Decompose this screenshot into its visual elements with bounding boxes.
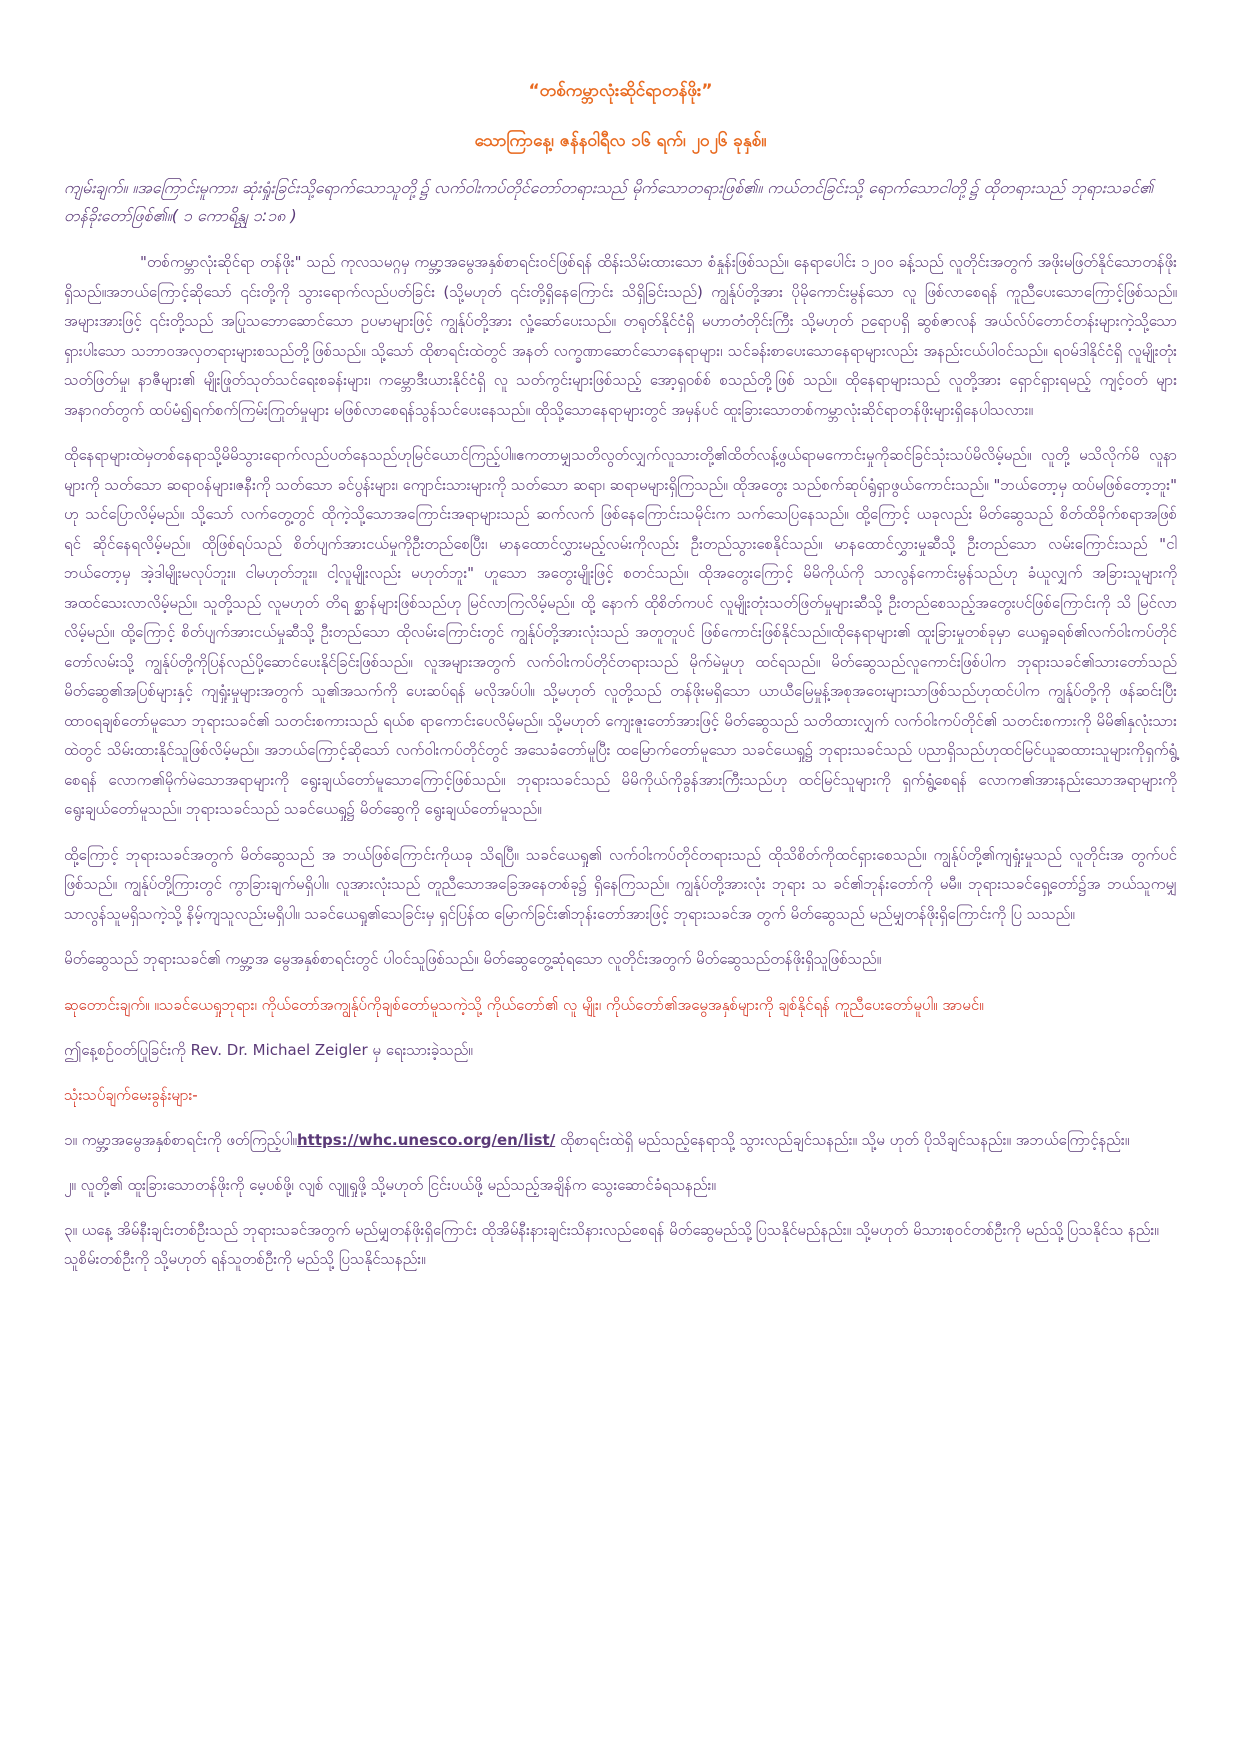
author-credit: ဤနေ့စဉ်ဝတ်ပြုခြင်းကို Rev. Dr. Michael Zeigler မှ ရေးသားခဲ့သည်။ xyxy=(64,1040,473,1059)
question-1-text-after: ထိုစာရင်းထဲရှိ မည်သည့်နေရာသို့ သွားလည်ချင်သနည်း။ သို့မ ဟုတ် ပိုသိချင်သနည်း။ အဘယ်ကြောင့်နည်း။ xyxy=(555,1130,1130,1149)
question-3: ၃။ ယနေ့ အိမ်နီးချင်းတစ်ဦးသည် ဘုရားသခင်အတွက် မည်မျှတန်ဖိုးရှိကြောင်း ထိုအိမ်နီးနားချင်းသိနားလည်စေရန် မိတ်ဆွေမည်သို့ပြသနိုင်မည်နည်း။ သို့မဟုတ် မိသားစုဝင်တစ်ဦးကို မည်သို့ပြသနိုင်သ နည်း။ သူစိမ်းတစ်ဦးကို သို့မဟုတ် ရန်သူတစ်ဦးကို မည်သို့ ပြသနိုင်သနည်း။ xyxy=(64,1220,1159,1268)
question-2: ၂။ လူတို့၏ ထူးခြားသောတန်ဖိုးကို မေ့ပစ်ဖို့၊ လျစ် လျူရှုဖို့ သို့မဟုတ် ငြင်းပယ်ဖို့ မည်သည့်အချိန်က သွေးဆောင်ခံရသနည်း။ xyxy=(64,1175,716,1194)
reflection-questions-heading: သုံးသပ်ချက်မေးခွန်းများ- xyxy=(64,1085,198,1104)
unesco-list-link[interactable]: https://whc.unesco.org/en/list/ xyxy=(296,1130,556,1149)
body-paragraph-1: "တစ်ကမ္ဘာလုံးဆိုင်ရာ တန်ဖိုး" သည် ကုလသမဂ္ဂမှ ကမ္ဘာ့အမွေအနှစ်စာရင်းဝင်ဖြစ်ရန် ထိန်းသိမ်းထားသော စံနှုန်းဖြစ်သည်။ နေရာပေါင်း ၁၂၀၀ ခန့်သည် လူတိုင်းအတွက် အဖိုးမဖြတ်နိုင်သောတန်ဖိုးရှိသည်။အဘယ်ကြောင့်ဆိုသော် ၎င်းတို့ကို သွားရောက်လည်ပတ်ခြင်း (သို့မဟုတ် ၎င်းတို့ရှိနေကြောင်း သိရှိခြင်းသည်) ကျွန်ုပ်တို့အား ပိုမိုကောင်းမွန်သော လူ ဖြစ်လာစေရန် ကူညီပေးသောကြောင့်ဖြစ်သည်။ အများအားဖြင့် ၎င်းတို့သည် အပြုသဘောဆောင်သော ဥပမာများဖြင့် ကျွန်ုပ်တို့အား လှုံ့ဆော်ပေးသည်။ တရုတ်နိုင်ငံရှိ မဟာတံတိုင်းကြီး သို့မဟုတ် ဉရောပရှိ ဆွစ်ဇာလန် အယ်လ်ပ်တောင်တန်းများကဲ့သို့သော ရှားပါးသော သဘာဝအလှတရားများစသည်တို့ဖြစ်သည်။ သို့သော် ထိုစာရင်းထဲတွင် အနတ် လက္ခဏာဆောင်သောနေရာများ၊ သင်ခန်းစာပေးသောနေရာများလည်း အနည်းငယ်ပါဝင်သည်။ ရဝမ်ဒါနိုင်ငံရှိ လူမျိုးတုံးသတ်ဖြတ်မှု၊ နာဇီများ၏ မျိုးဖြုတ်သုတ်သင်ရေးစခန်းများ၊ ကမ္ဘောဒီးယားနိုင်ငံရှိ လူ သတ်ကွင်းများဖြစ်သည့် အော့ရှဝစ်စ် စသည်တို့ဖြစ် သည်။ ထိုနေရာများသည် လူတို့အား ရှောင်ရှားရမည့် ကျင့်ဝတ် များအနာဂတ်တွက် ထပ်မံ၍ရက်စက်ကြမ်းကြုတ်မှုများ မဖြစ်လာစေရန်သွန်သင်ပေးနေသည်။ ထိုသို့သောနေရာများတွင် အမှန်ပင် ထူးခြားသောတစ်ကမ္ဘာလုံးဆိုင်ရာတန်ဖိုးများရှိနေပါသလား။ xyxy=(64,253,1177,419)
body-paragraph-3: ထို့ကြောင့် ဘုရားသခင်အတွက် မိတ်ဆွေသည် အ ဘယ်ဖြစ်ကြောင်းကိုယခု သိရပြီ။ သခင်ယေရှု၏ လက်ဝါးကပ်တိုင်တရားသည် ထိုသိစိတ်ကိုထင်ရှားစေသည်။ ကျွန်ုပ်တို့၏ကျရှုံးမှုသည် လူတိုင်းအ တွက်ပင်ဖြစ်သည်။ ကျွန်ုပ်တို့ကြားတွင် ကွာခြားချက်မရှိပါ။ လူအားလုံးသည် တူညီသောအခြေအနေတစ်ခု၌ ရှိနေကြသည်။ ကျွန်ုပ်တို့အားလုံး ဘုရား သ ခင်၏ဘုန်းတော်ကို မမီ။ ဘုရားသခင်ရှေ့တော်၌အ ဘယ်သူကမျှ သာလွန်သူမရှိသကဲ့သို့ နိမ့်ကျသူလည်းမရှိပါ။ သခင်ယေရှု၏သေခြင်းမှ ရှင်ပြန်ထ မြောက်ခြင်း၏ဘုန်းတော်အားဖြင့် ဘုရားသခင်အ တွက် မိတ်ဆွေသည် မည်မျှတန်ဖိုးရှိကြောင်းကို ပြ သသည်။ xyxy=(64,845,1177,923)
date-line: သောကြာနေ့၊ ဇန်နဝါရီလ ၁၆ ရက်၊ ၂၀၂၆ ခုနှစ်။ xyxy=(474,131,767,151)
prayer: ဆုတောင်းချက်။ ။သခင်ယေရှုဘုရား၊ ကိုယ်တော်အကျွန်ုပ်ကိုချစ်တော်မူသကဲ့သို့ ကိုယ်တော်၏ လူ မျိုး၊ ကိုယ်တော်၏အမွေအနှစ်များကို ချစ်နိုင်ရန် ကူညီပေးတော်မူပါ။ အာမင်။ xyxy=(64,995,984,1014)
scripture-verse: ကျမ်းချက်။ ။အကြောင်းမူကား၊ ဆုံးရှုံးခြင်းသို့ရောက်သောသူတို့၌ လက်ဝါးကပ်တိုင်တော်တရားသည် မိုက်သောတရားဖြစ်၏။ ကယ်တင်ခြင်းသို့ ရောက်သောငါတို့၌ ထိုတရားသည် ဘုရားသခင်၏ တန်ခိုးတော်ဖြစ်၏။( ၁ ကောရိန္သု ၁:၁၈ ) xyxy=(64,178,1154,225)
page-title: “တစ်ကမ္ဘာလုံးဆိုင်ရာတန်ဖိုး” xyxy=(528,81,713,101)
body-paragraph-2: ထိုနေရာများထဲမှတစ်နေရာသို့မိမိသွားရောက်လည်ပတ်နေသည်ဟုမြင်ယောင်ကြည့်ပါ။ဧကတာမျှသတိလွတ်လျှက်လူသားတို့၏ထိတ်လန့်ဖွယ်ရာမကောင်းမှုကိုဆင်ခြင်သုံးသပ်မိလိမ့်မည်။ လူတို့ မသိလိုက်မိ လူနာများကို သတ်သော ဆရာဝန်များ၊ဇနီးကို သတ်သော ခင်ပွန်းများ၊ ကျောင်းသားများကို သတ်သော ဆရာ၊ ဆရာမများရှိကြသည်။ ထိုအတွေး သည်စက်ဆုပ်ရွံရှာဖွယ်ကောင်းသည်။ "ဘယ်တော့မှ ထပ်မဖြစ်တော့ဘူး" ဟု သင်ပြောလိမ့်မည်။ သို့သော် လက်တွေ့တွင် ထိုကဲ့သို့သောအကြောင်းအရာများသည် ဆက်လက် ဖြစ်နေကြောင်းသမိုင်းက သက်သေပြနေသည်။ ထို့ကြောင့် ယခုလည်း မိတ်ဆွေသည် စိတ်ထိခိုက်စရာအဖြစ် ရင် ဆိုင်နေရလိမ့်မည်။ ထိုဖြစ်ရပ်သည် စိတ်ပျက်အားငယ်မှုကိုဦးတည်စေပြီး၊ မာနထောင်လွှားမည့်လမ်းကိုလည်း ဦးတည်သွားစေနိုင်သည်။ မာနထောင်လွှားမှုဆီသို့ ဦးတည်သော လမ်းကြောင်းသည် "ငါ ဘယ်တော့မှ အဲ့ဒါမျိုးမလုပ်ဘူး။ ငါမဟုတ်ဘူး။ ငါ့လူမျိုးလည်း မဟုတ်ဘူး" ဟူသော အတွေးမျိုးဖြင့် စတင်သည်။ ထိုအတွေးကြောင့် မိမိကိုယ်ကို သာလွန်ကောင်းမွန်သည်ဟု ခံယူလျှက် အခြားသူများကို အထင်သေးလာလိမ့်မည်။ သူတို့သည် လူမဟုတ် တိရ စ္ဆာန်များဖြစ်သည်ဟု မြင်လာကြလိမ့်မည်။ ထို့ နောက် ထိုစိတ်ကပင် လူမျိုးတုံးသတ်ဖြတ်မှုများဆီသို့ ဦးတည်စေသည့်အတွေးပင်ဖြစ်ကြောင်းကို သိ မြင်လာလိမ့်မည်။ ထို့ကြောင့် စိတ်ပျက်အားငယ်မှုဆီသို့ ဦးတည်သော ထိုလမ်းကြောင်းတွင် ကျွန်ုပ်တို့အားလုံးသည် အတူတူပင် ဖြစ်ကောင်းဖြစ်နိုင်သည်။ထိုနေရာများ၏ ထူးခြားမှုတစ်ခုမှာ ယေရှုခရစ်၏လက်ဝါးကပ်တိုင်တော်လမ်းသို့ ကျွန်ုပ်တို့ကိုပြန်လည်ပို့ဆောင်ပေးနိုင်ခြင်းဖြစ်သည်။ လူအများအတွက် လက်ဝါးကပ်တိုင်တရားသည် မိုက်မဲမှုဟု ထင်ရသည်။ မိတ်ဆွေသည်လူကောင်းဖြစ်ပါက ဘုရားသခင်၏သားတော်သည် မိတ်ဆွေ၏အပြစ်များနှင့် ကျရှုံးမှုများအတွက် သူ၏အသက်ကို ပေးဆပ်ရန် မလိုအပ်ပါ။ သို့မဟုတ် လူတို့သည် တန်ဖိုးမရှိသော ယာယီမြေမှုန့်အစုအဝေးများသာဖြစ်သည်ဟုထင်ပါက ကျွန်ုပ်တို့ကို ဖန်ဆင်းပြီး ထာဝရချစ်တော်မူသော ဘုရားသခင်၏ သတင်းစကားသည် ရယ်စ ရာကောင်းပေလိမ့်မည်။ သို့မဟုတ် ကျေးဇူးတော်အားဖြင့် မိတ်ဆွေသည် သတိထားလျှက် လက်ဝါးကပ်တိုင်၏ သတင်းစကားကို မိမိ၏နှလုံးသားထဲတွင် သိမ်းထားနိုင်သူဖြစ်လိမ့်မည်။ အဘယ်ကြောင့်ဆိုသော် လက်ဝါးကပ်တိုင်တွင် အသေခံတော်မူပြီး ထမြောက်တော်မူသော သခင်ယေရှု၌ ဘုရားသခင်သည် ပညာရှိသည်ဟုထင်မြင်ယူဆထားသူများကိုရှက်ရွံ့စေရန် လောက၏မိုက်မဲသောအရာများကို ရွေးချယ်တော်မူသောကြောင့်ဖြစ်သည်။ ဘုရားသခင်သည် မိမိကိုယ်ကိုခွန်အားကြီးသည်ဟု ထင်မြင်သူများကို ရှက်ရွံ့စေရန် လောက၏အားနည်းသောအရာများကို ရွေးချယ်တော်မူသည်။ ဘုရားသခင်သည် သခင်ယေရှု၌ မိတ်ဆွေကို ရွေးချယ်တော်မူသည်။ xyxy=(64,446,1177,818)
question-1 xyxy=(64,1126,1177,1155)
devotional-page xyxy=(64,78,1177,1290)
question-1-text: ၁။ ကမ္ဘာ့အမွေအနှစ်စာရင်းကို ဖတ်ကြည့်ပါ။ xyxy=(64,1130,297,1149)
body-paragraph-4: မိတ်ဆွေသည် ဘုရားသခင်၏ ကမ္ဘာ့အ မွေအနှစ်စာရင်းတွင် ပါဝင်သူဖြစ်သည်။ မိတ်ဆွေတွေ့ဆုံရသော လူတိုင်းအတွက် မိတ်ဆွေသည်တန်ဖိုးရှိသူဖြစ်သည်။ xyxy=(64,950,882,968)
